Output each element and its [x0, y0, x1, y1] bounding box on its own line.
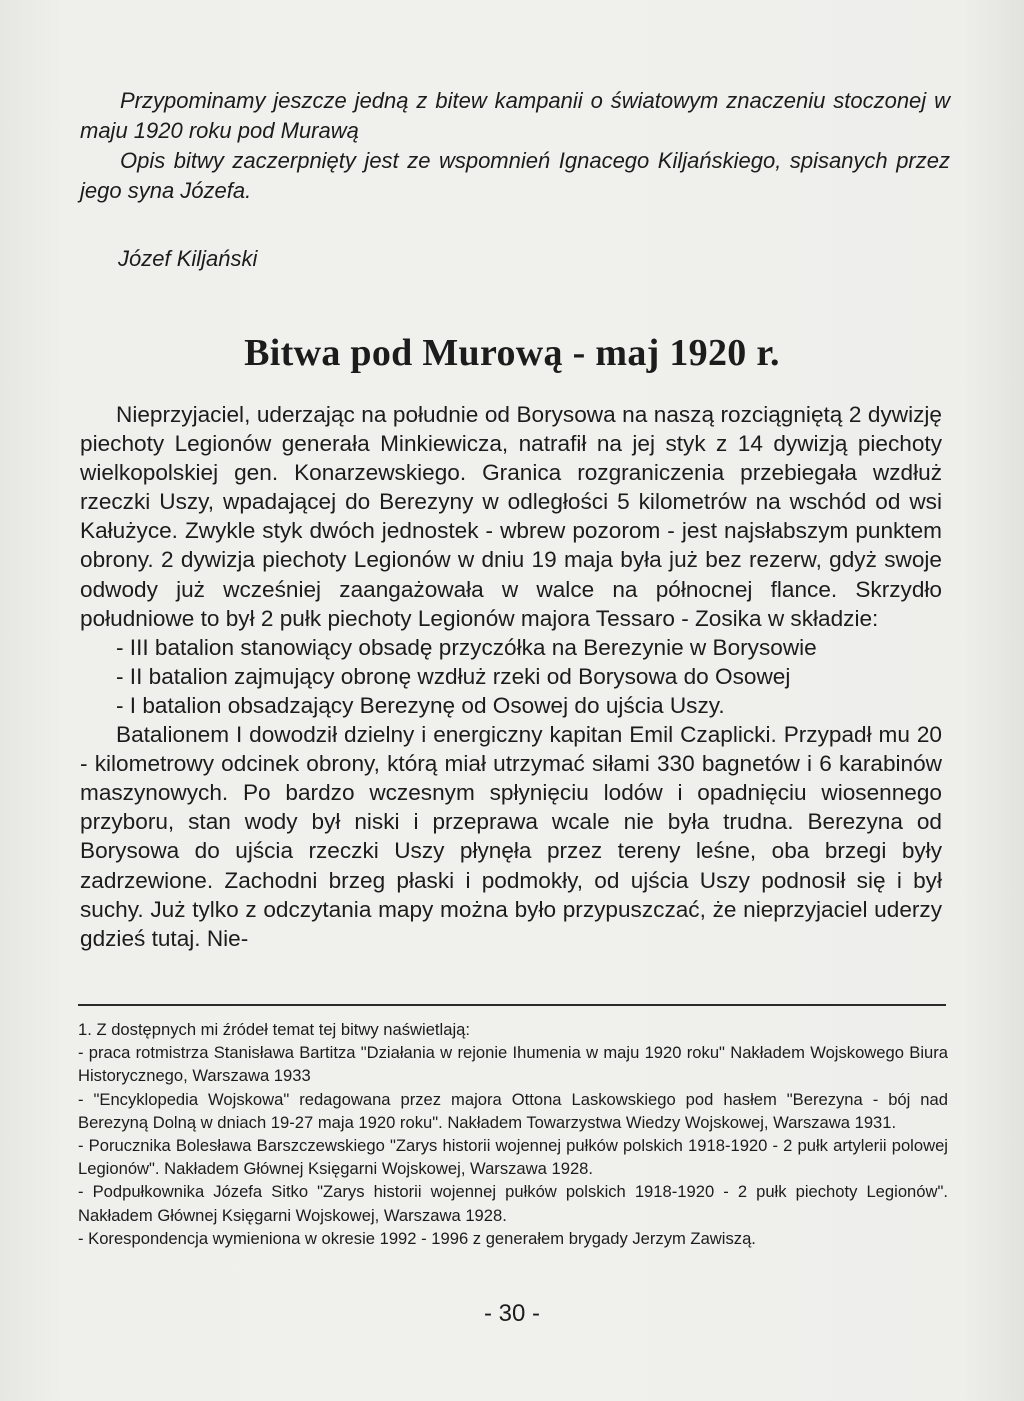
list-item: - II batalion zajmujący obronę wzdłuż rzeki od Borysowa do Osowej: [116, 663, 791, 689]
footnote-line: - Korespondencja wymieniona w okresie 1992 - 1996 z generałem brygady Jerzym Zawiszą.: [78, 1228, 756, 1248]
article-title: Bitwa pod Murową - maj 1920 r.: [244, 332, 780, 374]
footnote-line: - praca rotmistrza Stanisława Bartitza "Działania w rejonie Ihumenia w maju 1920 roku" Nakładem Wojskowego Biura Historycznego, Warszawa 1933: [78, 1043, 948, 1086]
footnote-line: 1. Z dostępnych mi źródeł temat tej bitwy naświetlają:: [78, 1020, 470, 1039]
footnote-line: - Podpułkownika Józefa Sitko "Zarys historii wojennej pułków polskich 1918-1920 - 2 pułk piechoty Legionów". Nakładem Głównej Księgarni Wojskowej, Warszawa 1928.: [78, 1182, 948, 1225]
article-body: [80, 400, 942, 953]
footnote-line: - "Encyklopedia Wojskowa" redagowana przez majora Ottona Laskowskiego pod hasłem "Berezyna - bój nad Berezyną Dolną w dniach 19-27 maja 1920 roku". Nakładem Towarzystwa Wiedzy Wojskowej, Warszawa 1931.: [78, 1089, 948, 1132]
list-item: - I batalion obsadzający Berezynę od Osowej do ujścia Uszy.: [116, 692, 725, 718]
intro-paragraph: Przypominamy jeszcze jedną z bitew kampanii o światowym znaczeniu stoczonej w maju 1920 roku pod Murawą: [80, 88, 950, 143]
author-name: Józef Kiljański: [118, 246, 258, 271]
footnote-line: - Porucznika Bolesława Barszczewskiego "Zarys historii wojennej pułków polskich 1918-1920 - 2 pułk artylerii polowej Legionów". Nakładem Głównej Księgarni Wojskowej, Warszawa 1928.: [78, 1136, 948, 1179]
intro-note: [80, 86, 950, 206]
list-item: - III batalion stanowiący obsadę przyczółka na Berezynie w Borysowie: [116, 634, 817, 660]
footnote-divider: [78, 1004, 946, 1006]
footnotes: [78, 1018, 948, 1250]
body-paragraph: Batalionem I dowodził dzielny i energiczny kapitan Emil Czaplicki. Przypadł mu 20 - kilometrowy odcinek obrony, którą miał utrzymać siłami 330 bagnetów i 6 karabinów maszynowych. Po bardzo wczesnym spłynięciu lodów i opadnięciu wiosennego przyboru, stan wody był niski i przeprawa wcale nie była trudna. Berezyna od Borysowa do ujścia rzeczki Uszy płynęła przez tereny leśne, oba brzegi były zadrzewione. Zachodni brzeg płaski i podmokły, od ujścia Uszy podnosił się i był suchy. Już tylko z odczytania mapy można było przypuszczać, że nieprzyjaciel uderzy gdzieś tutaj. Nie-: [80, 722, 942, 951]
body-paragraph: Nieprzyjaciel, uderzając na południe od Borysowa na naszą rozciągniętą 2 dywizję piechoty Legionów generała Minkiewicza, natrafił na jej styk z 14 dywizją piechoty wielkopolskiej gen. Konarzewskiego. Granica rozgraniczenia przebiegała wzdłuż rzeczki Uszy, wpadającej do Berezyny w odległości 5 kilometrów na wschód od wsi Kałużyce. Zwykle styk dwóch jednostek - wbrew pozorom - jest najsłabszym punktem obrony. 2 dywizja piechoty Legionów w dniu 19 maja była już bez rezerw, gdyż swoje odwody już wcześniej zaangażowała w walce na północnej flance. Skrzydło południowe to był 2 pułk piechoty Legionów majora Tessaro - Zosika w składzie:: [80, 402, 942, 631]
intro-paragraph: Opis bitwy zaczerpnięty jest ze wspomnień Ignacego Kiljańskiego, spisanych przez jego syna Józefa.: [80, 148, 950, 203]
page-number: - 30 -: [483, 1300, 540, 1327]
